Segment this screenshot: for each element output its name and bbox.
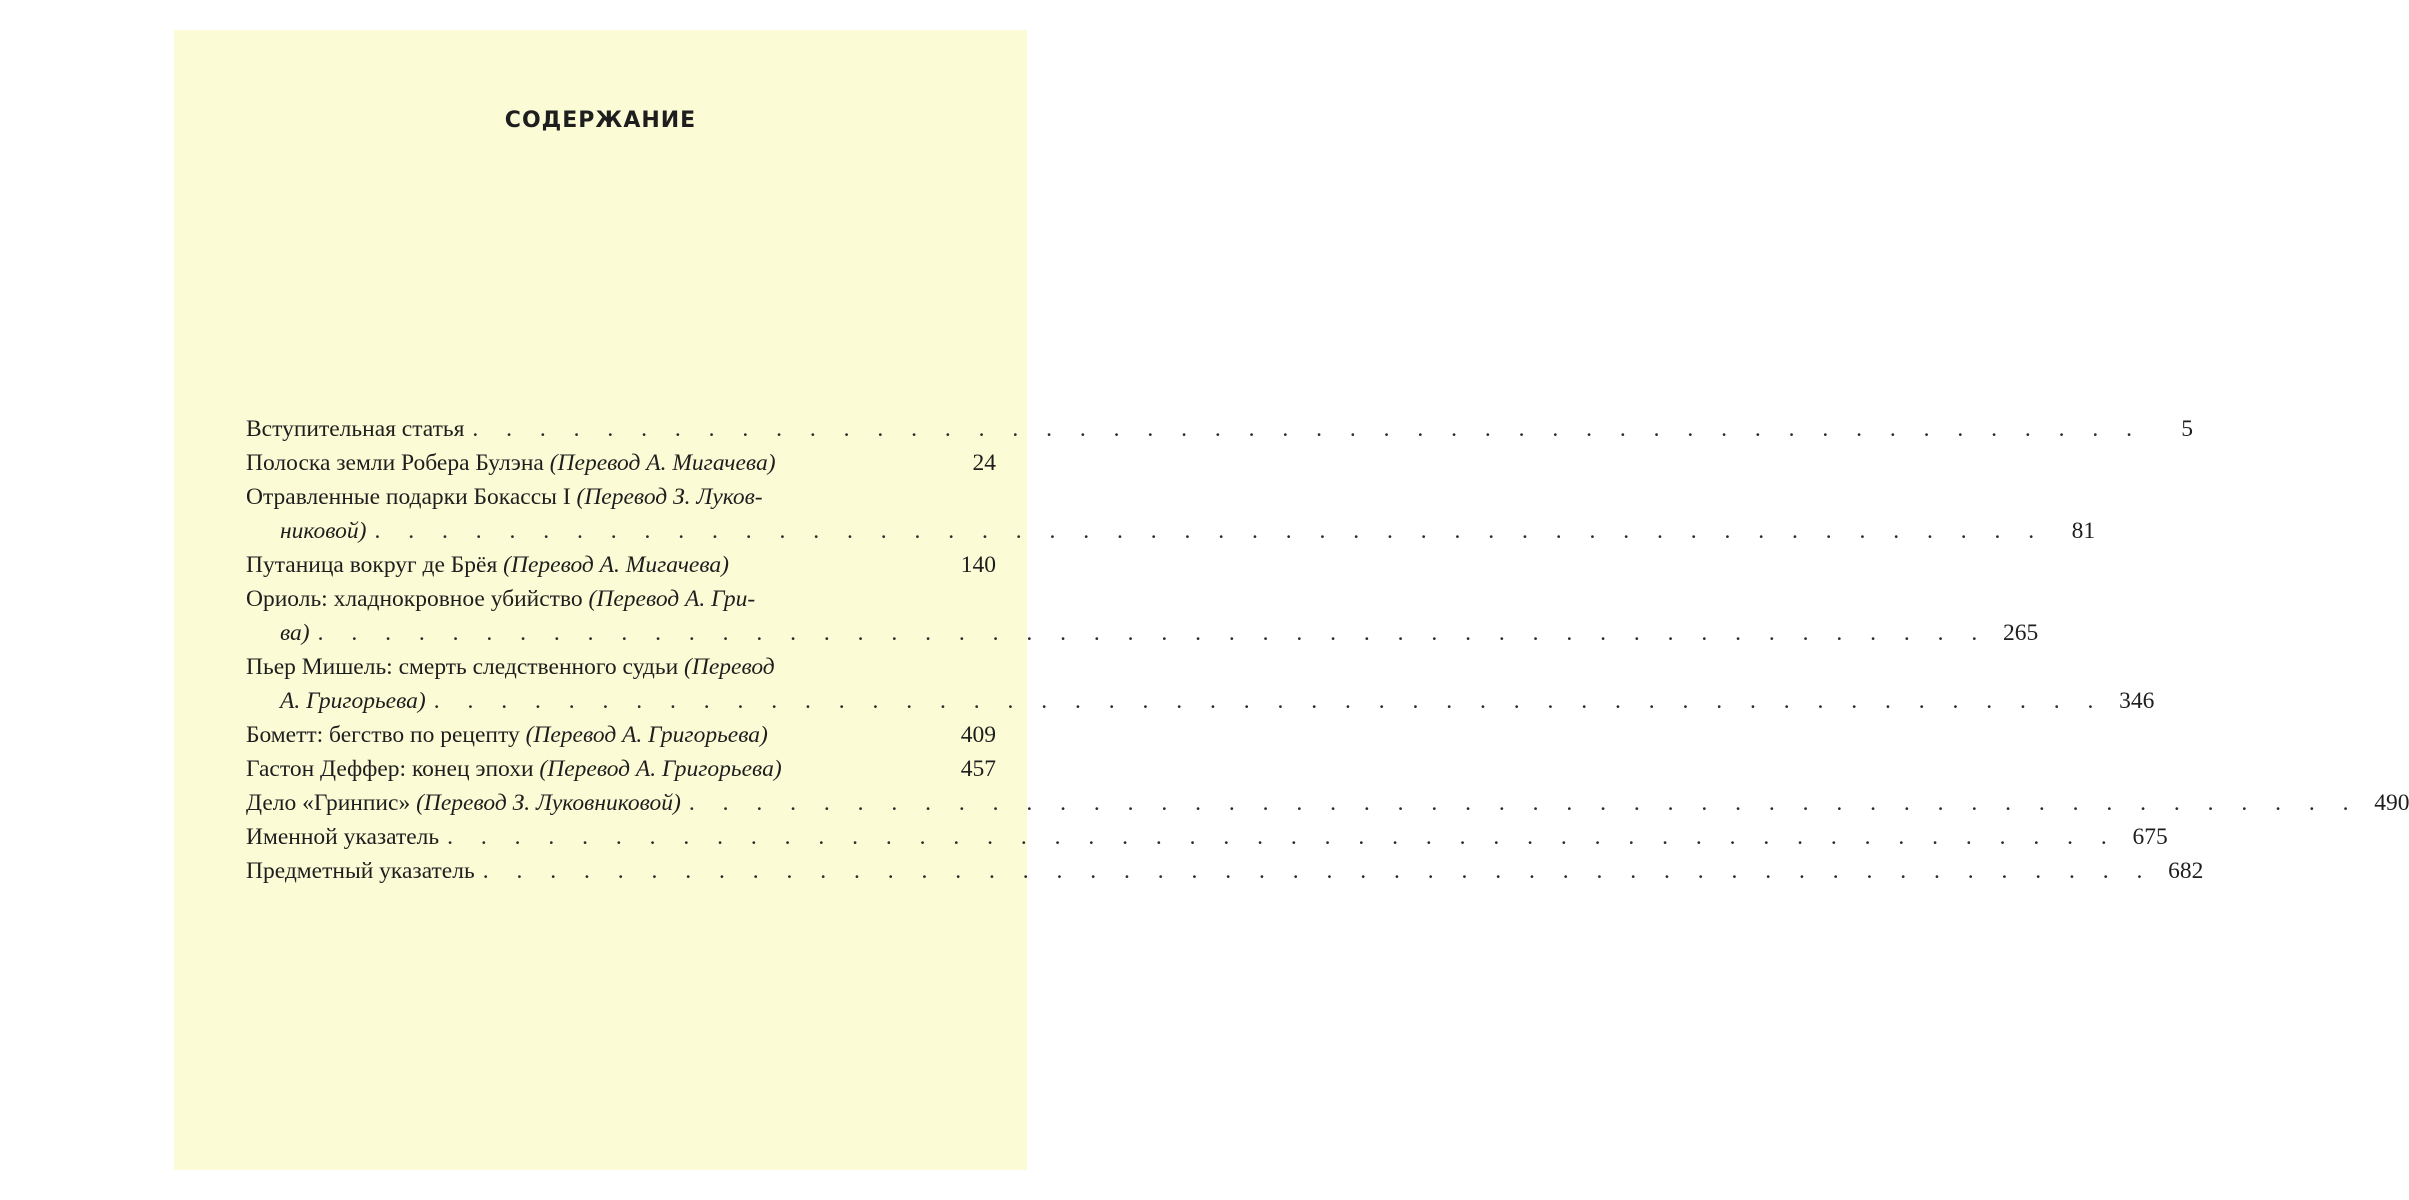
toc-entry-translator: (Перевод А. Мигачева) — [549, 450, 776, 476]
toc-entry-translator: (Перевод А. Григорьева) — [539, 756, 782, 782]
toc-entry-continuation — [246, 684, 2155, 718]
toc-entry-page: 409 — [960, 722, 996, 748]
leader-dots: . . . . . . . . . . . . . . . . . . . . . . . . . . . . . . . . . . . . . . . . . . . . . . . . . . — [482, 858, 2154, 884]
leader-dots: . . . . . . . . . . . . . . . . . . . . . . . . . . . . . . . . . . . . . . . . . . . . . . . . . . — [317, 620, 1989, 646]
toc-entry — [246, 480, 996, 514]
table-of-contents — [246, 412, 2409, 888]
toc-entry-page: 346 — [2119, 688, 2155, 714]
toc-entry — [246, 412, 2194, 446]
page-title: СОДЕРЖАНИЕ — [504, 108, 697, 133]
leader-dots: . . . . . . . . . . . . . . . . . . . . . . . . . . . . . . . . . . . . . . . . . . . . . . . . . . — [433, 688, 2105, 714]
toc-entry-title: Вступительная статья — [246, 416, 465, 442]
toc-entry-translator: (Перевод З. Луков- — [576, 484, 763, 510]
toc-entry-page: 675 — [2132, 824, 2168, 850]
toc-entry-translator: никовой) — [280, 518, 367, 544]
toc-entry-page: 682 — [2168, 858, 2204, 884]
leader-dots: . . . . . . . . . . . . . . . . . . . . . . . . . . . . . . . . . . . . . . . . . . . . . . . . . . — [688, 790, 2360, 816]
toc-entry — [246, 786, 2409, 820]
toc-entry — [246, 718, 996, 752]
toc-entry-translator: А. Григорьева) — [280, 688, 426, 714]
toc-entry-title: Ориоль: хладнокровное убийство — [246, 586, 589, 612]
toc-entry-translator: (Перевод А. Гри- — [588, 586, 756, 612]
toc-entry-title: Дело «Гринпис» — [246, 790, 417, 816]
toc-entry-page: 24 — [972, 450, 996, 476]
toc-entry-page: 265 — [2003, 620, 2039, 646]
toc-entry-translator: ва) — [280, 620, 310, 646]
toc-entry-page: 457 — [960, 756, 996, 782]
toc-entry-page: 81 — [2071, 518, 2096, 544]
leader-dots: . . . . . . . . . . . . . . . . . . . . . . . . . . . . . . . . . . . . . . . . . . . . . . . . . . — [472, 416, 2144, 442]
leader-dots: . . . . . . . . . . . . . . . . . . . . . . . . . . . . . . . . . . . . . . . . . . . . . . . . . . — [374, 518, 2046, 544]
toc-entry-continuation — [246, 616, 2039, 650]
toc-entry — [246, 854, 2204, 888]
toc-entry-page: 140 — [960, 552, 996, 578]
toc-entry-page: 5 — [2181, 416, 2194, 442]
toc-entry-title: Гастон Деффер: конец эпохи — [246, 756, 540, 782]
toc-entry — [246, 548, 996, 582]
toc-entry-continuation — [246, 514, 2096, 548]
leader-dots: . . . . . . . . . . . . . . . . . . . . . . . . . . . . . . . . . . . . . . . . . . . . . . . . . . — [447, 824, 2118, 850]
toc-entry-page: 490 — [2374, 790, 2409, 816]
toc-entry — [246, 820, 2168, 854]
toc-entry-title: Отравленные подарки Бокассы I — [246, 484, 577, 510]
toc-entry — [246, 752, 996, 786]
toc-entry — [246, 582, 996, 616]
toc-entry-translator: (Перевод А. Григорьева) — [525, 722, 768, 748]
book-page — [174, 30, 2409, 1170]
toc-entry-translator: (Перевод З. Луковниковой) — [416, 790, 681, 816]
toc-entry-translator: (Перевод — [684, 654, 775, 680]
toc-entry-title: Бометт: бегство по рецепту — [246, 722, 526, 748]
toc-entry — [246, 446, 996, 480]
toc-entry-title: Пьер Мишель: смерть следственного судьи — [246, 654, 685, 680]
toc-entry-title: Именной указатель — [246, 824, 440, 850]
toc-entry-title: Полоска земли Робера Булэна — [246, 450, 550, 476]
toc-entry-title: Предметный указатель — [246, 858, 475, 884]
toc-entry-title: Путаница вокруг де Брёя — [246, 552, 504, 578]
toc-entry-translator: (Перевод А. Мигачева) — [503, 552, 729, 578]
toc-entry — [246, 650, 996, 684]
